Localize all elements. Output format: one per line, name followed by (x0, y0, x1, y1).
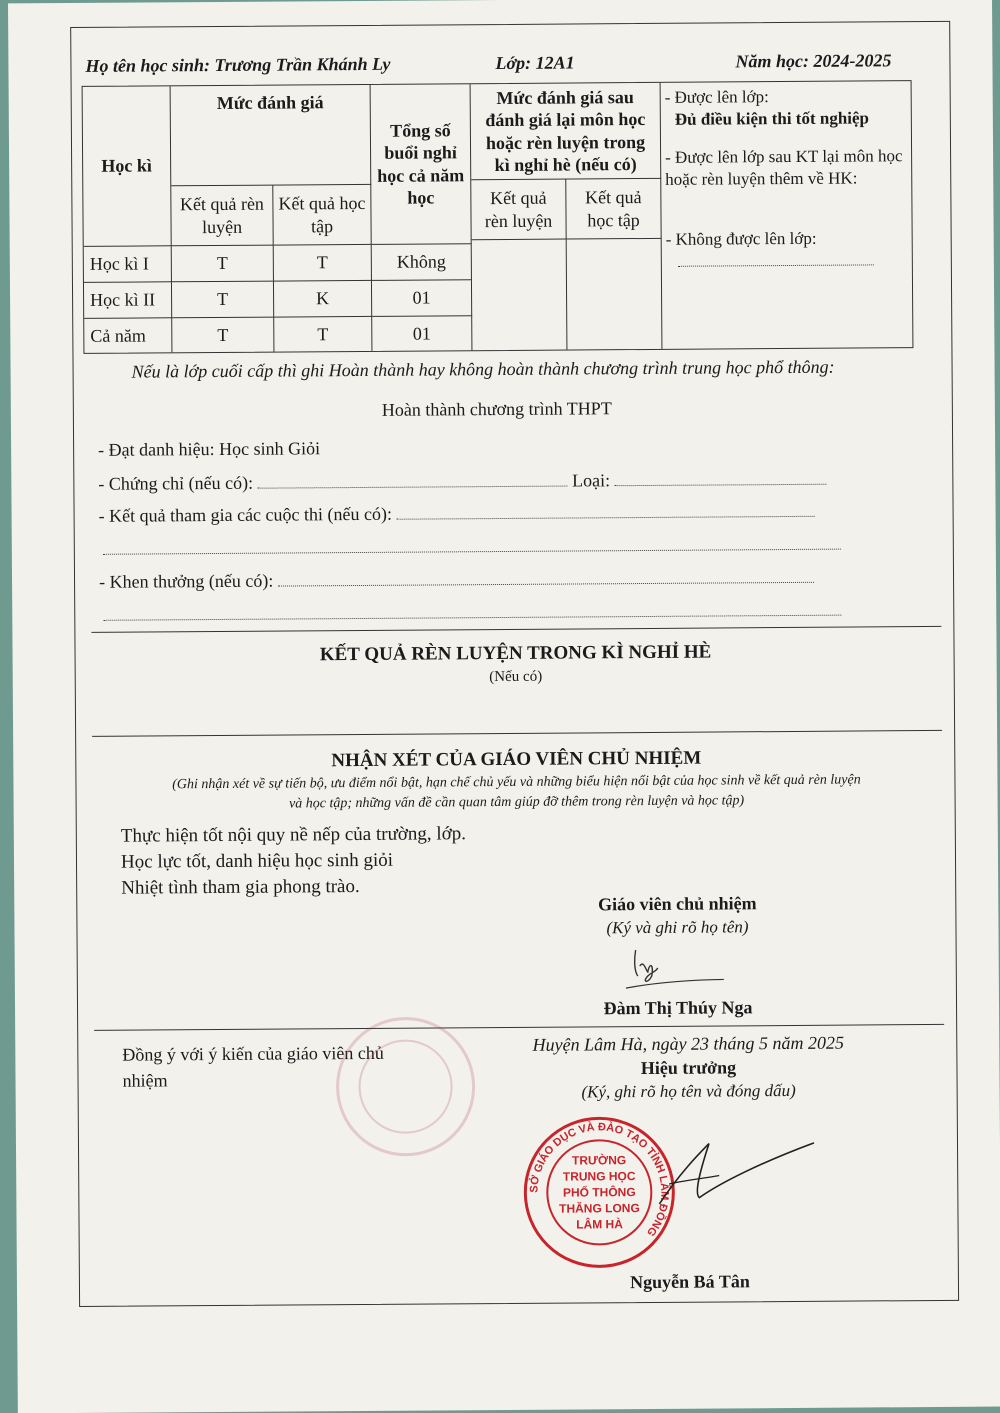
teacher-note2: và học tập; những vấn đề cần quan tâm giúp đỡ thêm trong rèn luyện và học tập) (288, 793, 745, 812)
header-study: Kết quả học tập (273, 185, 371, 246)
student-name: Họ tên học sinh: Trương Trần Khánh Ly (85, 53, 391, 76)
stamp-line: TRƯỜNG (571, 1153, 627, 1168)
report-page (8, 0, 1000, 1413)
faded-stamp (330, 1011, 481, 1162)
principal-role: Hiệu trưởng (640, 1057, 737, 1079)
class-label: Lớp: 12A1 (495, 52, 575, 74)
promotion-line1: - Được lên lớp: (664, 87, 769, 107)
promotion-line4: - Không được lên lớp: (665, 229, 817, 250)
completion-value: Hoàn thành chương trình THPT (381, 398, 612, 420)
contests-dots (396, 502, 814, 520)
certificate-line (98, 469, 826, 495)
stamp-line: PHỔ THÔNG (562, 1185, 636, 1200)
summer-sub: (Nếu có) (489, 668, 543, 686)
contests-label: - Kết quả tham gia các cuộc thi (nếu có): (98, 503, 393, 526)
stamp-line: TRUNG HỌC (562, 1169, 636, 1184)
row-training: T (172, 318, 274, 353)
comment-line: Nhiệt tình tham gia phong trào. (121, 876, 360, 899)
place-date: Huyện Lâm Hà, ngày 23 tháng 5 năm 2025 (532, 1032, 845, 1055)
header-term: Học kì (83, 86, 172, 247)
teacher-note1: (Ghi nhận xét về sự tiến bộ, ưu điểm nổi bật, hạn chế chủ yếu và những biểu hiện nổi bật của học sinh về kết quả rèn luyện (172, 772, 861, 793)
promotion-dots (678, 251, 874, 267)
type-dots (615, 470, 827, 486)
promotion-line2: Đủ điều kiện thi tốt nghiệp (674, 108, 870, 129)
contests-dots-2 (103, 535, 841, 555)
principal-signature (639, 1123, 820, 1224)
header-re-training: Kết quả rèn luyện (471, 180, 566, 241)
principal-sign-hint: (Ký, ghi rõ họ tên và đóng dấu) (581, 1080, 796, 1102)
teacher-role: Giáo viên chủ nhiệm (597, 893, 757, 915)
teacher-name: Đàm Thị Thúy Nga (603, 997, 753, 1019)
teacher-sign-hint: (Ký và ghi rõ họ tên) (606, 917, 749, 938)
page-frame (70, 21, 959, 1307)
type-label: Loại: (572, 470, 611, 491)
promotion-column (661, 81, 915, 349)
header-rating: Mức đánh giá (171, 85, 372, 186)
teacher-comments (121, 821, 467, 901)
row-training: T (172, 282, 274, 319)
header-training: Kết quả rèn luyện (171, 186, 273, 247)
row-term: Học kì I (84, 246, 172, 283)
row-training: T (172, 246, 274, 283)
title-award: - Đạt danh hiệu: Học sinh Giỏi (98, 438, 321, 460)
divider (91, 626, 941, 633)
comment-line: Thực hiện tốt nội quy nề nếp của trường, lớp. (120, 823, 467, 847)
divider (92, 730, 942, 737)
awards-line (99, 567, 814, 593)
teacher-heading: NHẬN XÉT CỦA GIÁO VIÊN CHỦ NHIỆM (331, 747, 702, 772)
stamp-line: LÂM HÀ (576, 1217, 623, 1232)
row-absence: Không (372, 244, 472, 281)
row-study: T (274, 245, 372, 282)
principal-agree: Đồng ý với ý kiến của giáo viên chủ nhiệm (122, 1042, 384, 1091)
row-term: Cả năm (84, 318, 172, 353)
contests-line (99, 501, 815, 527)
certificate-dots (258, 472, 568, 489)
row-term: Học kì II (84, 282, 172, 319)
awards-dots-2 (103, 601, 841, 621)
stamp-ring-text: SỞ GIÁO DỤC VÀ ĐÀO TẠO TỈNH LÂM ĐỒNG (528, 1121, 671, 1239)
row-absence: 01 (372, 280, 472, 317)
header-re-study: Kết quả học tập (566, 179, 661, 240)
completion-note: Nếu là lớp cuối cấp thì ghi Hoàn thành hay không hoàn thành chương trình trung học phổ thông: (131, 356, 835, 382)
re-training-blank (472, 240, 568, 351)
row-study: T (274, 317, 372, 352)
header-reassess: Mức đánh giá sau đánh giá lại môn học hoặc rèn luyện trong kì nghỉ hè (nếu có) (471, 83, 662, 180)
awards-label: - Khen thưởng (nếu có): (98, 570, 274, 592)
divider (94, 1024, 944, 1031)
school-year: Năm học: 2024-2025 (735, 50, 892, 72)
promotion-line3: - Được lên lớp sau KT lại môn học hoặc rèn luyện thêm về HK: (665, 146, 903, 190)
certificate-label: - Chứng chỉ (nếu có): (98, 472, 254, 494)
summer-heading: KẾT QUẢ RÈN LUYỆN TRONG KÌ NGHỈ HÈ (319, 641, 712, 666)
header-absence: Tổng số buổi nghỉ học cả năm học (371, 84, 472, 245)
teacher-signature (618, 941, 728, 992)
awards-dots (278, 568, 814, 587)
row-absence: 01 (372, 316, 472, 351)
assessment-table (82, 80, 914, 354)
re-study-blank (567, 239, 663, 350)
row-study: K (274, 281, 372, 318)
principal-name: Nguyễn Bá Tân (630, 1271, 750, 1293)
stamp-line: THĂNG LONG (559, 1201, 640, 1216)
comment-line: Học lực tốt, danh hiệu học sinh giỏi (120, 849, 394, 873)
